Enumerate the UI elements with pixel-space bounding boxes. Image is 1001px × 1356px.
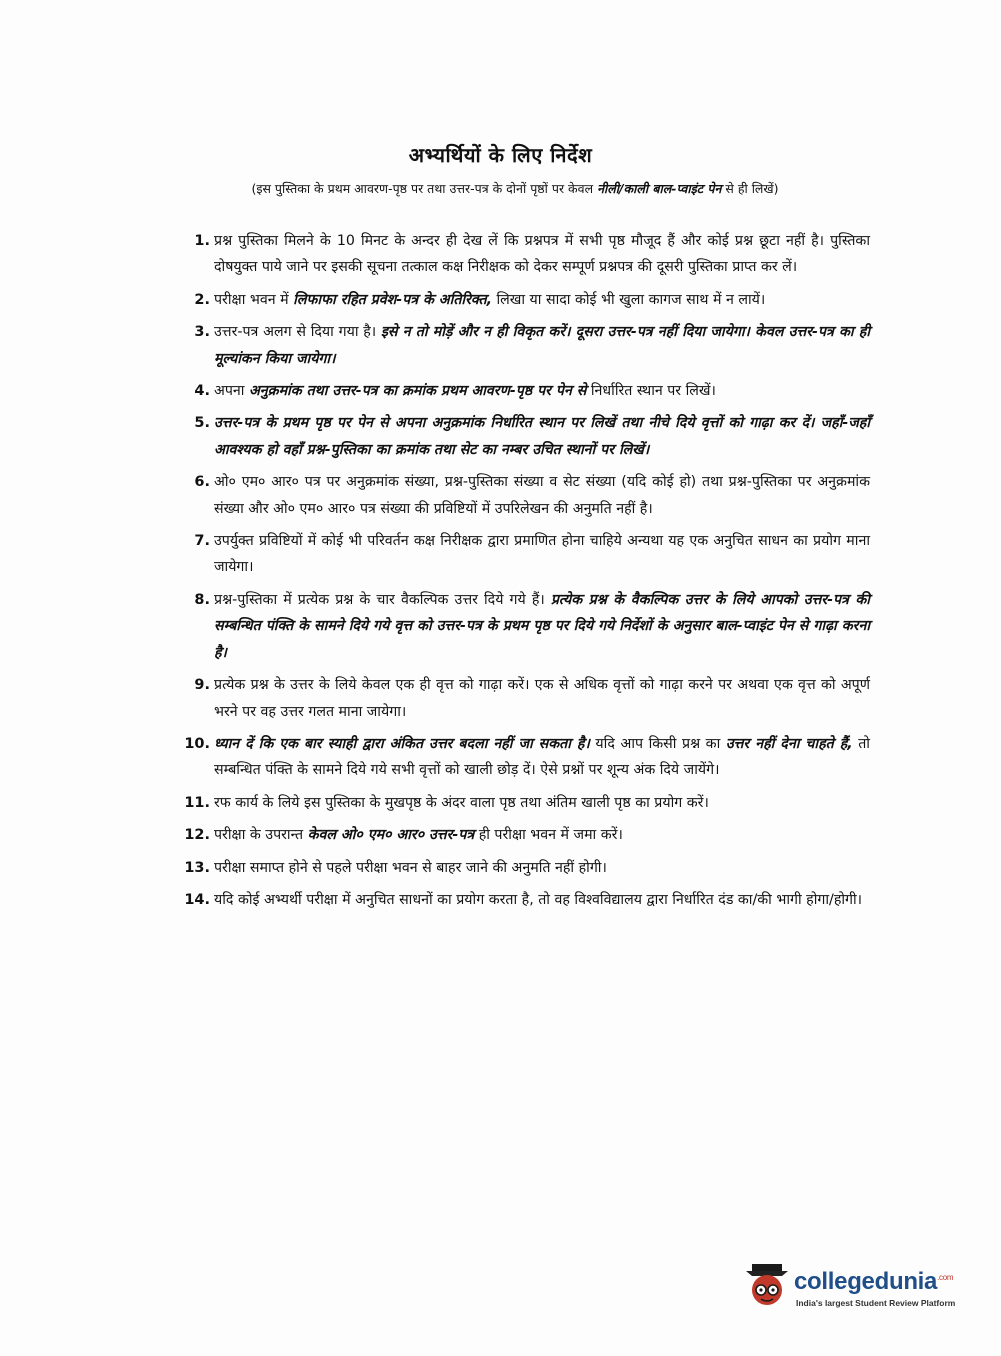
instruction-text: ही परीक्षा भवन में जमा करें। [474, 827, 623, 844]
instruction-text: यदि कोई अभ्यर्थी परीक्षा में अनुचित साधनों का प्रयोग करता है, तो वह विश्वविद्यालय द्वारा निर्धारित दंड का/की भागी होगा/होगी। [214, 891, 863, 908]
instruction-number: 14. [184, 891, 210, 908]
instruction-item [180, 822, 870, 848]
instruction-emphasis: लिफाफा रहित प्रवेश-पत्र के अतिरिक्त, [293, 291, 492, 308]
instruction-text: निर्धारित स्थान पर लिखें। [586, 383, 716, 400]
instruction-text: परीक्षा समाप्त होने से पहले परीक्षा भवन से बाहर जाने की अनुमति नहीं होगी। [214, 859, 607, 876]
instruction-list [180, 228, 870, 919]
instruction-item [180, 410, 870, 463]
instruction-number: 3. [194, 324, 210, 341]
instruction-emphasis: इसे न तो मोड़ें और न ही विकृत करें। दूसरा उत्तर-पत्र नहीं दिया जायेगा। केवल उत्तर-पत्र का ही मूल्यांकन किया जायेगा। [214, 324, 870, 367]
instruction-item [180, 672, 870, 725]
subtitle-emphasis: नीली/काली बाल-प्वाइंट पेन [597, 181, 722, 196]
instruction-number: 9. [194, 677, 210, 694]
collegedunia-watermark [742, 1262, 972, 1312]
instruction-emphasis: ध्यान दें कि एक बार स्याही द्वारा अंकित उत्तर बदला नहीं जा सकता है। [214, 735, 590, 752]
page-subtitle [150, 180, 880, 197]
instruction-item [180, 378, 870, 404]
instruction-item [180, 228, 870, 281]
instruction-item [180, 731, 870, 784]
instruction-text: रफ कार्य के लिये इस पुस्तिका के मुखपृष्ठ के अंदर वाला पृष्ठ तथा अंतिम खाली पृष्ठ का प्रयोग करें। [214, 794, 709, 811]
instruction-number: 10. [184, 735, 210, 752]
brand-text: collegedunia [794, 1268, 938, 1295]
brand-name [794, 1268, 953, 1296]
instruction-number: 6. [194, 474, 210, 491]
instruction-text: परीक्षा के उपरान्त [214, 827, 308, 844]
instruction-text: अपना [214, 383, 249, 400]
instruction-text: परीक्षा भवन में [214, 291, 294, 308]
instruction-text: तो सम्बन्धित पंक्ति के सामने दिये गये सभी वृत्तों को खाली छोड़ दें। ऐसे प्रश्नों पर शून्य अंक दिये जायेंगे। [214, 735, 870, 779]
instruction-emphasis: उत्तर-पत्र के प्रथम पृष्ठ पर पेन से अपना अनुक्रमांक निर्धारित स्थान पर लिखें तथा नीचे दिये वृत्तों को गाढ़ा कर दें। जहाँ-जहाँ आवश्यक हो वहाँ प्रश्न-पुस्तिका का क्रमांक तथा सेट का नम्बर उचित स्थानों पर लिखें। [214, 415, 870, 458]
instruction-text: उपर्युक्त प्रविष्टियों में कोई भी परिवर्तन कक्ष निरीक्षक द्वारा प्रमाणित होना चाहिये अन्यथा यह एक अनुचित साधन का प्रयोग माना जायेगा। [214, 533, 870, 576]
instruction-text: प्रश्न पुस्तिका मिलने के 10 मिनट के अन्दर ही देख लें कि प्रश्नपत्र में सभी पृष्ठ मौजूद हैं और कोई प्रश्न छूटा नहीं है। पुस्तिका दोषयुक्त पाये जाने पर इसकी सूचना तत्काल कक्ष निरीक्षक को देकर सम्पूर्ण प्रश्नपत्र की दूसरी पुस्तिका प्राप्त कर लें। [214, 233, 870, 276]
instruction-emphasis: अनुक्रमांक तथा उत्तर-पत्र का क्रमांक प्रथम आवरण-पृष्ठ पर पेन से [248, 383, 587, 400]
instruction-number: 4. [194, 383, 210, 400]
instruction-item [180, 528, 870, 581]
brand-tagline: India's largest Student Review Platform [796, 1298, 956, 1308]
instruction-text: यदि आप किसी प्रश्न का [589, 735, 726, 752]
instruction-text: उत्तर-पत्र अलग से दिया गया है। [214, 324, 381, 341]
instruction-number: 1. [194, 233, 210, 249]
instruction-emphasis: प्रत्येक प्रश्न के वैकल्पिक उत्तर के लिये आपको उत्तर-पत्र की सम्बन्धित पंक्ति के सामने दिये गये वृत्त को उत्तर-पत्र के प्रथम पृष्ठ पर दिये गये निर्देशों के अनुसार बाल-प्वाइंट पेन से गाढ़ा करना है। [214, 591, 870, 661]
subtitle-prefix: (इस पुस्तिका के प्रथम आवरण-पृष्ठ पर तथा उत्तर-पत्र के दोनों पृष्ठों पर केवल [251, 181, 598, 196]
subtitle-suffix: से ही लिखें) [721, 181, 779, 196]
instruction-text: प्रश्न-पुस्तिका में प्रत्येक प्रश्न के चार वैकल्पिक उत्तर दिये गये हैं। [214, 591, 551, 608]
instruction-item [180, 319, 870, 372]
instruction-number: 8. [194, 591, 210, 608]
instruction-item [180, 855, 870, 881]
mascot-icon [742, 1262, 792, 1312]
instruction-emphasis: केवल ओ० एम० आर० उत्तर-पत्र [307, 827, 475, 844]
instruction-number: 13. [184, 859, 210, 876]
instruction-number: 2. [194, 291, 210, 308]
instruction-text: लिखा या सादा कोई भी खुला कागज साथ में न लायें। [491, 291, 766, 308]
instruction-number: 11. [184, 794, 210, 811]
page-title: अभ्यर्थियों के लिए निर्देश [408, 143, 593, 167]
instruction-number: 12. [184, 827, 210, 844]
instruction-item [180, 469, 870, 522]
instruction-text: ओ० एम० आर० पत्र पर अनुक्रमांक संख्या, प्रश्न-पुस्तिका संख्या व सेट संख्या (यदि कोई हो) तथा प्रश्न-पुस्तिका पर अनुक्रमांक संख्या और ओ० एम० आर० पत्र संख्या की प्रविष्टियों में उपरिलेखन की अनुमति नहीं है। [214, 474, 870, 517]
brand-domain: .com [937, 1273, 954, 1282]
instruction-text: प्रत्येक प्रश्न के उत्तर के लिये केवल एक ही वृत्त को गाढ़ा करें। एक से अधिक वृत्तों को गाढ़ा करने पर अथवा एक वृत्त को अपूर्ण भरने पर वह उत्तर गलत माना जायेगा। [214, 677, 870, 720]
instruction-item [180, 587, 870, 666]
instruction-number: 7. [194, 533, 210, 550]
instruction-number: 5. [194, 415, 210, 432]
instruction-item [180, 887, 870, 913]
instruction-emphasis: उत्तर नहीं देना चाहते हैं, [725, 735, 853, 752]
instruction-item [180, 790, 870, 816]
instruction-item [180, 287, 870, 313]
